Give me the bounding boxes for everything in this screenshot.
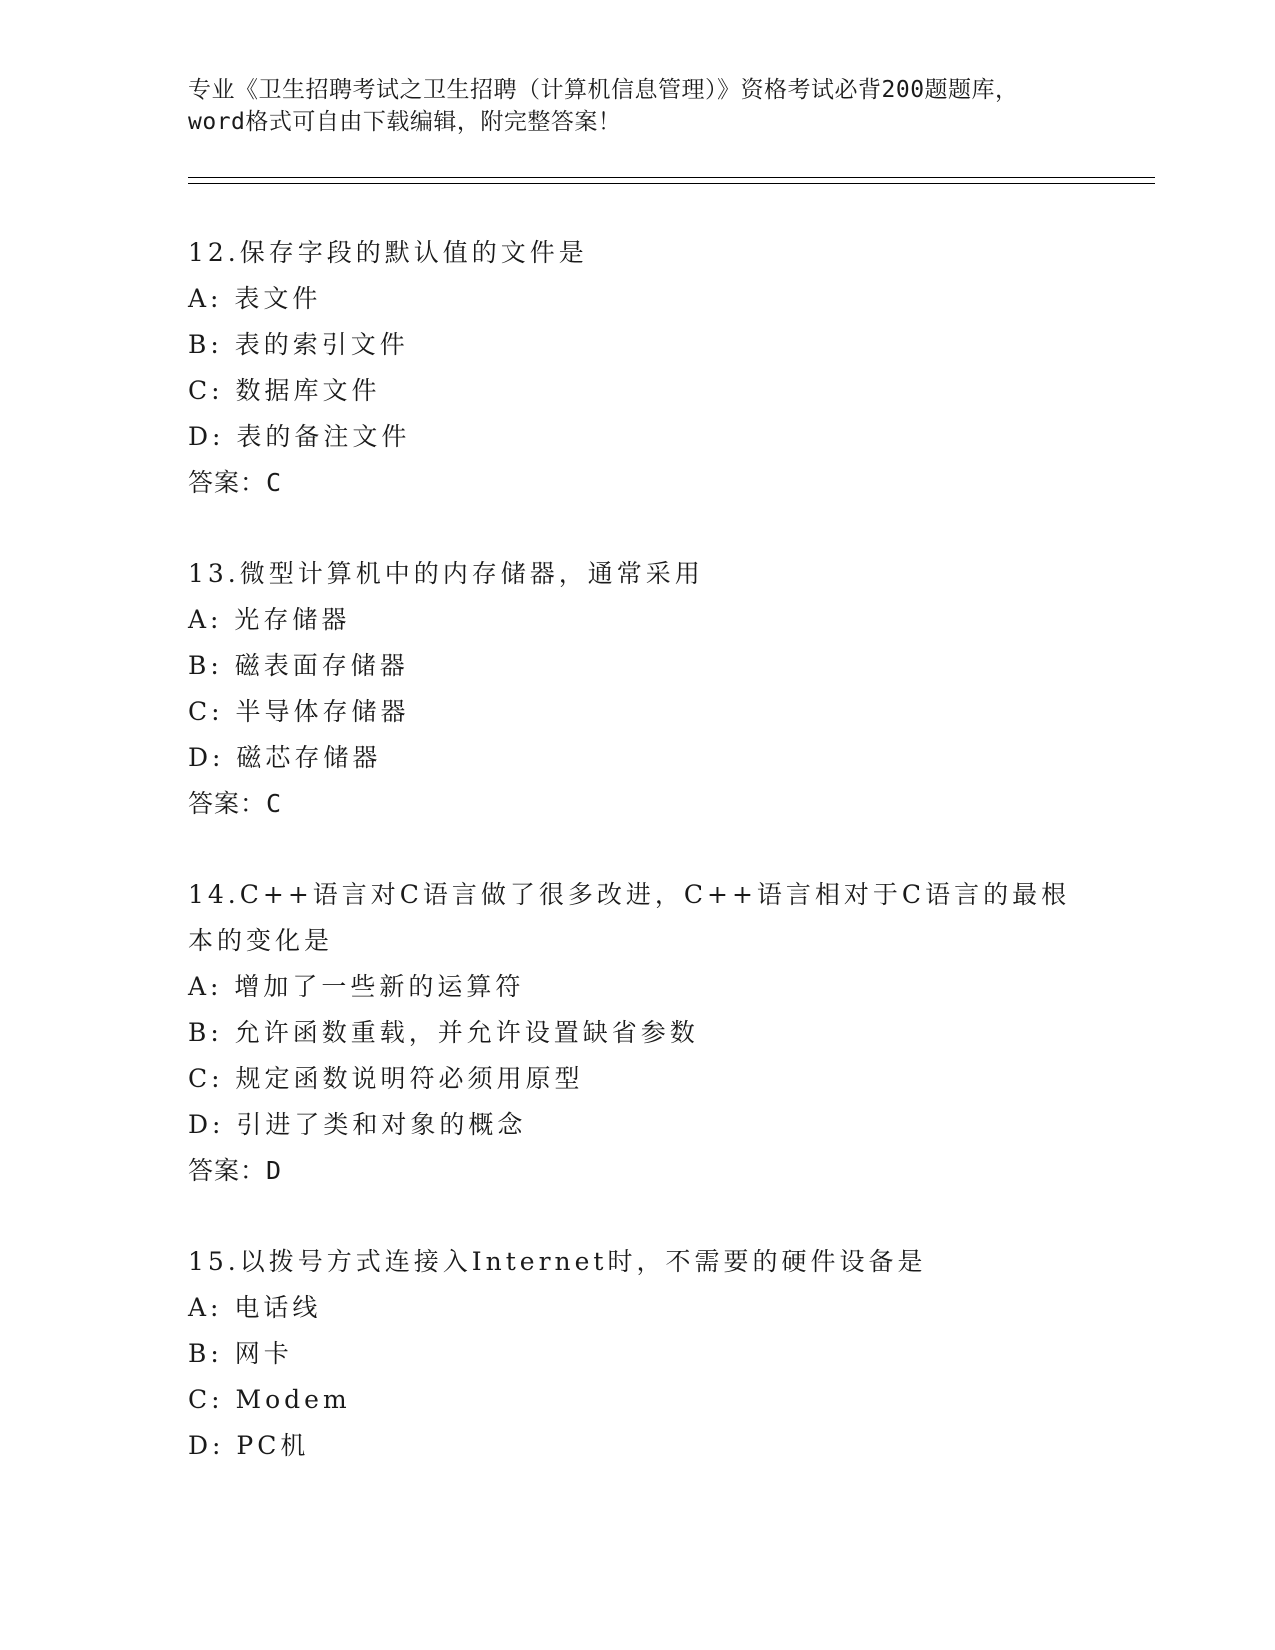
option-d: D: 表的备注文件 xyxy=(188,422,411,451)
option-b: B: 表的索引文件 xyxy=(188,330,409,359)
option-a: A: 表文件 xyxy=(188,284,322,313)
option-a: A: 增加了一些新的运算符 xyxy=(188,972,525,1001)
question-list xyxy=(188,230,1118,1469)
option-b: B: 允许函数重载，并允许设置缺省参数 xyxy=(188,1018,699,1047)
question-14 xyxy=(188,872,1118,1194)
document-header xyxy=(188,74,1088,138)
option-c: C: 规定函数说明符必须用原型 xyxy=(188,1064,584,1093)
question-stem: 14.C++语言对C语言做了很多改进，C++语言相对于C语言的最根本的变化是 xyxy=(188,880,1071,955)
option-a: A: 光存储器 xyxy=(188,605,351,634)
option-c: C: 半导体存储器 xyxy=(188,697,410,726)
question-stem: 15.以拨号方式连接入Internet时，不需要的硬件设备是 xyxy=(188,1247,927,1276)
header-line-1: 专业《卫生招聘考试之卫生招聘（计算机信息管理）》资格考试必背200题题库， xyxy=(188,77,1019,103)
option-b: B: 网卡 xyxy=(188,1339,293,1368)
answer: 答案：C xyxy=(188,789,283,818)
option-d: D: PC机 xyxy=(188,1431,310,1460)
option-d: D: 磁芯存储器 xyxy=(188,743,382,772)
option-c: C: Modem xyxy=(188,1385,351,1414)
option-b: B: 磁表面存储器 xyxy=(188,651,409,680)
question-12 xyxy=(188,230,1118,506)
question-13 xyxy=(188,551,1118,827)
answer: 答案：D xyxy=(188,1156,283,1185)
question-stem: 13.微型计算机中的内存储器，通常采用 xyxy=(188,559,704,588)
option-d: D: 引进了类和对象的概念 xyxy=(188,1110,527,1139)
question-15 xyxy=(188,1239,1118,1469)
header-divider-bottom xyxy=(188,183,1155,184)
header-line-2: word格式可自由下载编辑，附完整答案！ xyxy=(188,109,622,135)
header-divider-top xyxy=(188,177,1155,178)
question-stem: 12.保存字段的默认值的文件是 xyxy=(188,238,588,267)
answer: 答案：C xyxy=(188,468,283,497)
option-a: A: 电话线 xyxy=(188,1293,322,1322)
option-c: C: 数据库文件 xyxy=(188,376,381,405)
